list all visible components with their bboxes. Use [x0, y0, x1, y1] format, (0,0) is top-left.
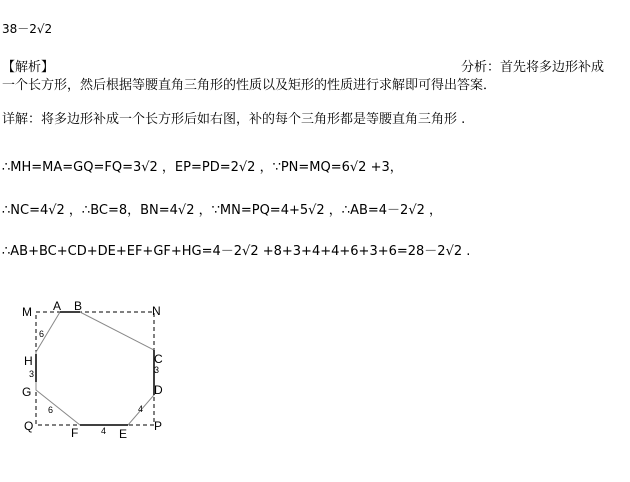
vertex-label-n: N: [152, 304, 161, 318]
vertex-label-d: D: [154, 383, 163, 397]
vertex-label-e: E: [119, 427, 128, 441]
vertex-label-h: H: [24, 354, 33, 368]
polygon-outline: [36, 312, 154, 425]
vertex-label-f: F: [71, 426, 79, 440]
length-label-dp: 4: [138, 404, 144, 414]
equation-line-2: ∴NC=4√2 ，∴BC=8，BN=4√2 ，∵MN=PQ=4+5√2 ，∴AB=4－2√2 ，: [2, 203, 443, 218]
analysis-line-1: 分析：首先将多边形补成: [461, 60, 605, 75]
length-label-gf: 6: [48, 405, 54, 415]
detail-text: 详解：将多边形补成一个长方形后如右图，补的每个三角形都是等腰直角三角形 .: [2, 112, 466, 127]
analysis-line-2: 一个长方形，然后根据等腰直角三角形的性质以及矩形的性质进行求解即可得出答案．: [2, 78, 497, 93]
dashed-rectangle: [36, 312, 154, 425]
length-label-hg: 3: [29, 369, 35, 379]
answer-value: 38－2√2: [2, 22, 53, 36]
length-label-fe: 4: [101, 426, 107, 436]
equation-line-1: ∴MH=MA=GQ=FQ=3√2 ，EP=PD=2√2 ，∵PN=MQ=6√2 +3，: [2, 160, 403, 175]
section-label: 【解析】: [2, 60, 55, 75]
vertex-label-a: A: [53, 299, 62, 313]
equation-line-3: ∴AB+BC+CD+DE+EF+GF+HG=4－2√2 +8+3+4+4+6+3+6=28－2√2 .: [2, 244, 471, 259]
vertex-label-g: G: [22, 385, 32, 399]
vertex-label-q: Q: [24, 419, 34, 433]
length-label-mh: 6: [39, 329, 45, 339]
vertex-label-p: P: [154, 419, 163, 433]
vertex-label-c: C: [154, 352, 163, 366]
vertex-label-m: M: [22, 305, 32, 319]
length-label-cd: 3: [154, 365, 160, 375]
vertex-label-b: B: [74, 299, 83, 313]
